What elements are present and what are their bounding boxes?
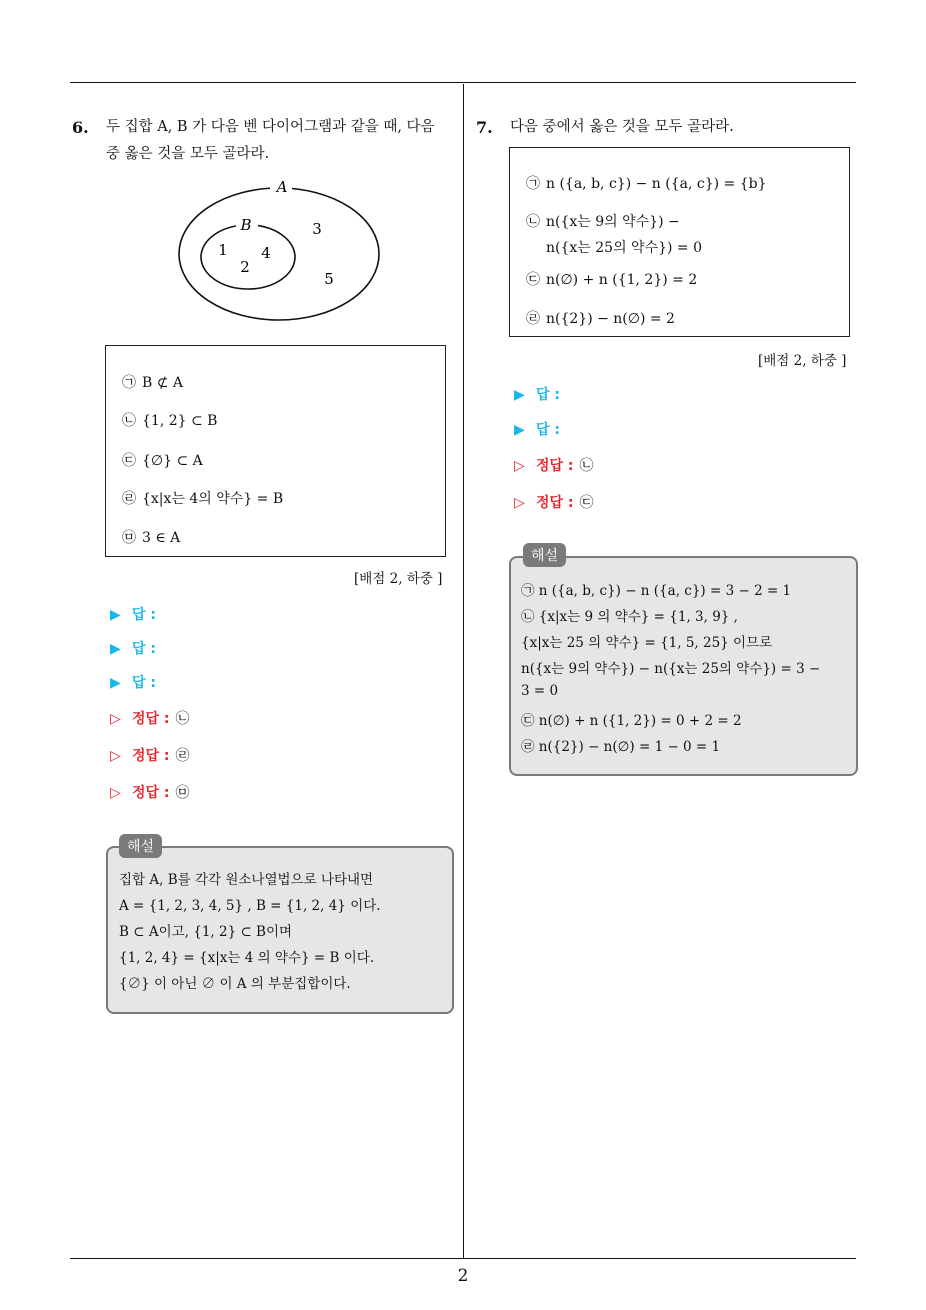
triangle-outline-icon: ▷	[514, 458, 525, 474]
q7-option: ㉡ n({x는 9의 약수}) −	[526, 214, 680, 230]
q6-option: ㉣ {x|x는 4의 약수} = B	[122, 491, 284, 507]
venn-diagram	[170, 176, 390, 326]
q7-explanation-line: ㉣ n({2}) − n(∅) = 1 − 0 = 1	[521, 739, 721, 755]
triangle-outline-icon: ▷	[110, 748, 121, 764]
q7-score: [배점 2, 하중 ]	[758, 353, 847, 369]
q7-option: n({x는 25의 약수}) = 0	[546, 240, 702, 256]
venn-set-b	[201, 225, 295, 289]
q6-prompt-line2: 중 옳은 것을 모두 골라라.	[106, 146, 270, 162]
q7-option: ㉠ n ({a, b, c}) − n ({a, c}) = {b}	[526, 176, 767, 192]
q6-prompt-line1: 두 집합 A, B 가 다음 벤 다이어그램과 같을 때, 다음	[106, 119, 435, 135]
q6-correct-answer: ▷ 정답 : ㉣	[110, 748, 190, 764]
q7-explanation-line: {x|x는 25 의 약수} = {1, 5, 25} 이므로	[521, 635, 773, 651]
q6-number: 6.	[72, 118, 89, 137]
q7-correct-answer: ▷ 정답 : ㉢	[514, 495, 594, 511]
q7-explanation-line: ㉢ n(∅) + n ({1, 2}) = 0 + 2 = 2	[521, 713, 742, 729]
venn-element: 2	[240, 258, 250, 276]
q6-explanation-tag: 해설	[119, 834, 162, 858]
play-icon: ▶	[110, 607, 121, 623]
q6-option: ㉢ {∅} ⊂ A	[122, 453, 203, 469]
q6-explanation-line: {∅} 이 아닌 ∅ 이 A 의 부분집합이다.	[119, 976, 351, 992]
q7-option: ㉣ n({2}) − n(∅) = 2	[526, 311, 675, 327]
triangle-outline-icon: ▷	[514, 495, 525, 511]
q7-explanation-box	[509, 556, 858, 776]
venn-label-a: A	[276, 178, 288, 196]
q6-options-box	[105, 345, 446, 557]
q7-prompt	[510, 114, 734, 141]
q7-number: 7.	[476, 118, 493, 137]
q7-explanation-line: n({x는 9의 약수}) − n({x는 25의 약수}) = 3 −	[521, 661, 821, 677]
q7-options-box	[509, 147, 850, 337]
q7-prompt-line1: 다음 중에서 옳은 것을 모두 골라라.	[510, 119, 734, 135]
page-number: 2	[457, 1266, 469, 1286]
q7-correct-answer: ▷ 정답 : ㉡	[514, 458, 594, 474]
q6-explanation-line: {1, 2, 4} = {x|x는 4 의 약수} = B 이다.	[119, 950, 375, 966]
q6-answer-slot: ▶ 답 :	[110, 641, 156, 657]
venn-element: 4	[261, 244, 271, 262]
q6-correct-answer: ▷ 정답 : ㉤	[110, 785, 190, 801]
q7-option: ㉢ n(∅) + n ({1, 2}) = 2	[526, 272, 698, 288]
q6-prompt	[106, 114, 435, 168]
play-icon: ▶	[514, 387, 525, 403]
q6-explanation-box	[106, 846, 454, 1014]
column-divider	[463, 84, 464, 1258]
triangle-outline-icon: ▷	[110, 711, 121, 727]
venn-element: 1	[218, 241, 228, 259]
play-icon: ▶	[514, 422, 525, 438]
q6-answer-slot: ▶ 답 :	[110, 607, 156, 623]
q6-explanation-line: A = {1, 2, 3, 4, 5} , B = {1, 2, 4} 이다.	[119, 898, 381, 914]
venn-element: 3	[312, 220, 322, 238]
q7-answer-slot: ▶ 답 :	[514, 387, 560, 403]
play-icon: ▶	[110, 675, 121, 691]
q7-explanation-tag: 해설	[523, 543, 566, 567]
triangle-outline-icon: ▷	[110, 785, 121, 801]
q7-explanation-line: ㉡ {x|x는 9 의 약수} = {1, 3, 9} ,	[521, 609, 738, 625]
venn-element: 5	[324, 270, 334, 288]
q6-explanation-line: 집합 A, B를 각각 원소나열법으로 나타내면	[119, 872, 374, 888]
q6-answer-slot: ▶ 답 :	[110, 675, 156, 691]
q7-explanation-line: 3 = 0	[521, 683, 559, 699]
q7-explanation-line: ㉠ n ({a, b, c}) − n ({a, c}) = 3 − 2 = 1	[521, 583, 792, 599]
bottom-rule	[70, 1258, 856, 1259]
play-icon: ▶	[110, 641, 121, 657]
q6-option: ㉤ 3 ∈ A	[122, 530, 181, 546]
venn-set-a	[179, 188, 379, 320]
q6-option: ㉠ B ⊄ A	[122, 375, 184, 391]
q6-score: [배점 2, 하중 ]	[354, 571, 443, 587]
top-rule	[70, 82, 856, 83]
q6-correct-answer: ▷ 정답 : ㉡	[110, 711, 190, 727]
q7-answer-slot: ▶ 답 :	[514, 422, 560, 438]
q6-explanation-line: B ⊂ A이고, {1, 2} ⊂ B이며	[119, 924, 293, 940]
q6-option: ㉡ {1, 2} ⊂ B	[122, 413, 218, 429]
venn-label-b: B	[240, 216, 252, 234]
